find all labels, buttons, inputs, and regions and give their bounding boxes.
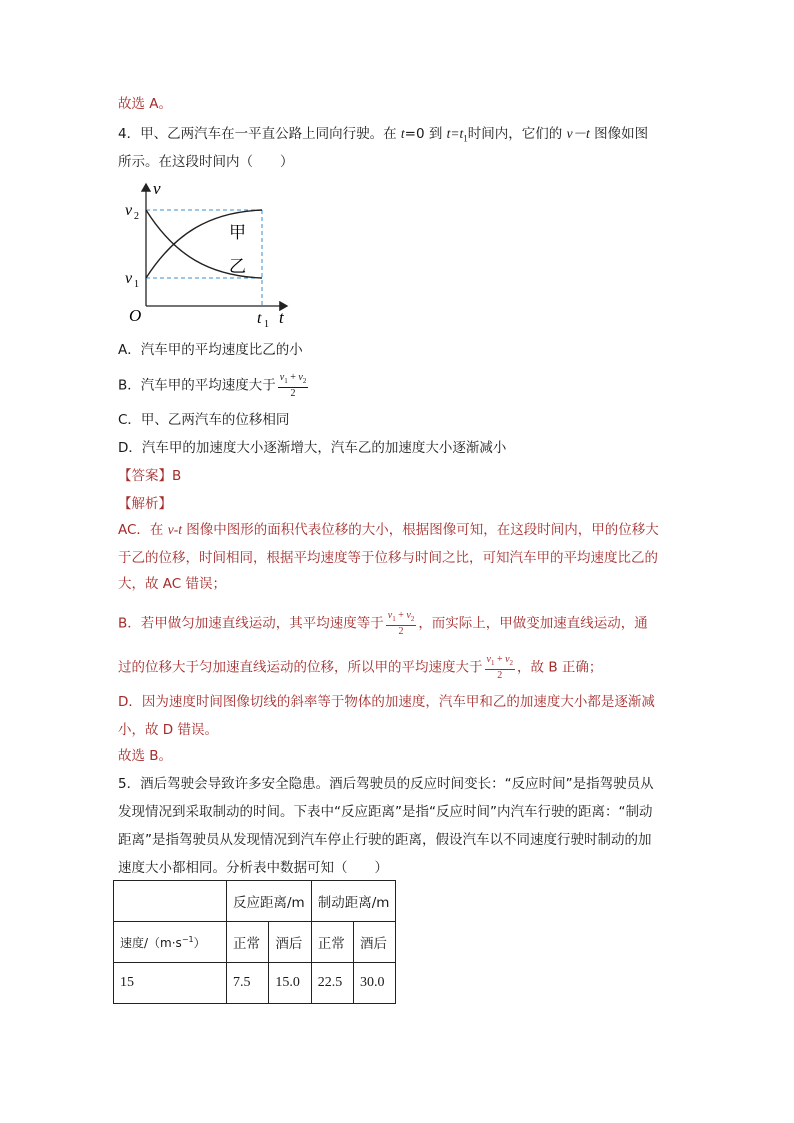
table-cell: 30.0 — [354, 963, 396, 1004]
table-sub-normal: 正常 — [311, 922, 353, 963]
table-sub-normal: 正常 — [227, 922, 269, 963]
origin-label: O — [129, 306, 142, 325]
analysis-label: 【解析】 — [118, 496, 172, 512]
curve-label-yi: 乙 — [229, 257, 246, 277]
table-header-row — [114, 881, 396, 922]
table-sub-drunk: 酒后 — [269, 922, 311, 963]
table-cell: 15.0 — [269, 963, 311, 1004]
conclusion-b: 故选 B。 — [118, 748, 173, 764]
answer-label: 【答案】B — [118, 468, 182, 484]
axis-label-t: t — [279, 308, 284, 327]
question-5-line2: 发现情况到采取制动的时间。下表中“反应距离”是指“反应时间”内汽车行驶的距离：“制动 — [118, 804, 653, 820]
option-a: A．汽车甲的平均速度比乙的小 — [118, 342, 303, 358]
axis-label-v: v — [153, 179, 161, 198]
fraction-avg-velocity: $\frac{v_1 + v_2}{2}$ — [387, 610, 415, 637]
option-b: B．汽车甲的平均速度大于 $\frac{v_1 + v_2}{2}$ — [118, 372, 307, 399]
table-row — [114, 963, 396, 1004]
analysis-ac-line2: 于乙的位移，时间相同，根据平均速度等于位移与时间之比，可知汽车甲的平均速度比乙的 — [118, 550, 658, 566]
analysis-d-line1: D．因为速度时间图像切线的斜率等于物体的加速度，汽车甲和乙的加速度大小都是逐渐减 — [118, 694, 655, 710]
analysis-b-line2: 过的位移大于匀加速直线运动的位移，所以甲的平均速度大于 $\frac{v_1 + v_2}{2}$ ，故 B 正确； — [118, 654, 603, 681]
table-subheader-row — [114, 922, 396, 963]
table-cell: 22.5 — [311, 963, 353, 1004]
vt-graph — [115, 178, 300, 328]
question-5-line3: 距离”是指驾驶员从发现情况到汽车停止行驶的距离，假设汽车以不同速度行驶时制动的加 — [118, 832, 652, 848]
option-c: C．甲、乙两汽车的位移相同 — [118, 412, 290, 428]
question-4-stem-line2: 所示。在这段时间内（ ） — [118, 154, 294, 170]
tick-label-t1-sub: 1 — [264, 319, 269, 328]
table-header-reaction: 反应距离/m — [227, 881, 312, 922]
option-d: D．汽车甲的加速度大小逐渐增大，汽车乙的加速度大小逐渐减小 — [118, 440, 507, 456]
table-corner-cell — [114, 881, 227, 922]
data-table — [113, 880, 396, 1004]
analysis-d-line2: 小，故 D 错误。 — [118, 722, 218, 738]
analysis-ac-line3: 大，故 AC 错误； — [118, 576, 227, 592]
fraction-avg-velocity: $\frac{v_1 + v_2}{2}$ — [279, 372, 307, 399]
fraction-avg-velocity: $\frac{v_1 + v_2}{2}$ — [486, 654, 514, 681]
tick-label-v2-sub: 2 — [134, 211, 139, 222]
question-5-line4: 速度大小都相同。分析表中数据可知（ ） — [118, 860, 388, 876]
table-sub-drunk: 酒后 — [354, 922, 396, 963]
table-speed-label: 速度$/(m\cdot s^{-1})$ — [114, 922, 227, 963]
question-4-stem: 4．甲、乙两汽车在一平直公路上同向行驶。在 t=0 到 $t=t_1$时间内，它们的 v－t 图像如图 — [118, 126, 649, 144]
question-5-line1: 5．酒后驾驶会导致许多安全隐患。酒后驾驶员的反应时间变长：“反应时间”是指驾驶员从 — [118, 776, 654, 792]
tick-label-v1-sub: 1 — [134, 279, 139, 290]
table-cell: 7.5 — [227, 963, 269, 1004]
analysis-b-line1: B．若甲做匀加速直线运动，其平均速度等于 $\frac{v_1 + v_2}{2}$ ，而实际上，甲做变加速直线运动，通 — [118, 610, 648, 637]
analysis-ac-line1: AC．在 v-t 图像中图形的面积代表位移的大小，根据图像可知，在这段时间内，甲的位移大 — [118, 522, 659, 538]
tick-label-t1: t — [257, 310, 262, 327]
tick-label-v2: v — [125, 202, 133, 219]
curve-label-jia: 甲 — [229, 223, 246, 243]
prev-conclusion: 故选 A。 — [118, 96, 173, 112]
table-header-braking: 制动距离/m — [311, 881, 396, 922]
tick-label-v1: v — [125, 270, 133, 287]
table-cell: 15 — [114, 963, 227, 1004]
